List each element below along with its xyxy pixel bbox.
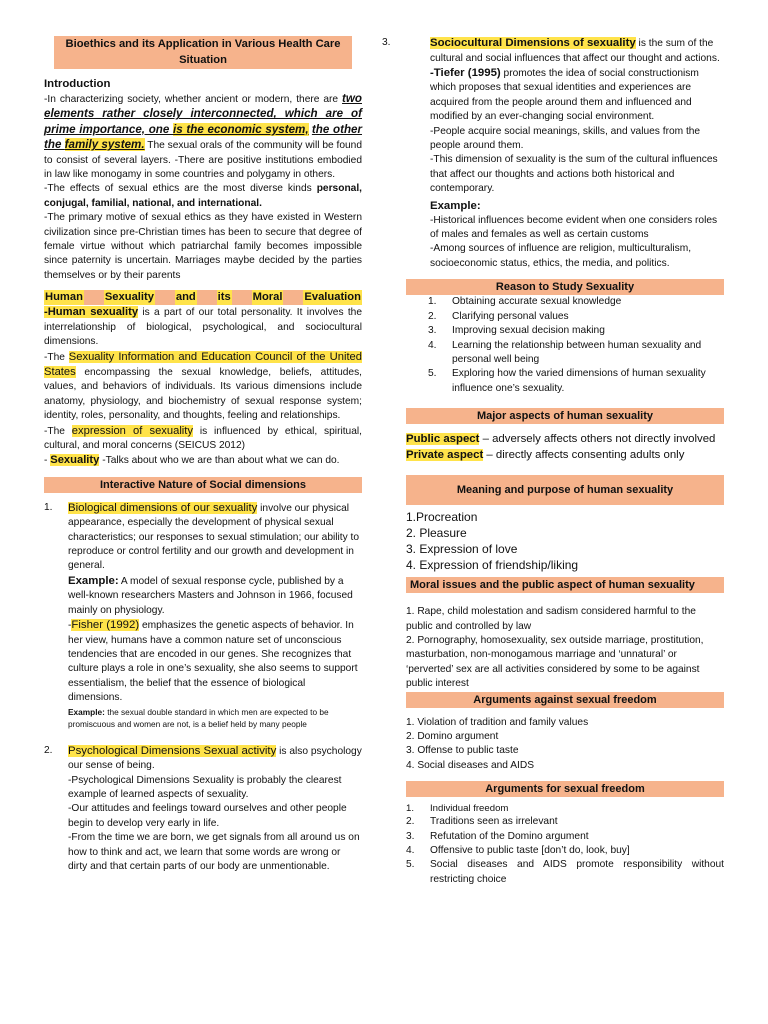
reasons-list xyxy=(428,295,724,396)
moral-issue-1: 1. Rape, child molestation and sadism considered harmful to the public and controlled by law xyxy=(406,606,696,632)
list-number: 4. xyxy=(406,845,415,856)
list-item xyxy=(406,815,724,829)
hs-p3-prefix: -The xyxy=(44,425,72,437)
list-number: 1. xyxy=(44,501,53,513)
psychological-dimensions-highlight: Psychological Dimensions Sexual activity xyxy=(68,744,277,757)
list-number: 5. xyxy=(428,368,437,380)
list-item: 1. Violation of tradition and family values xyxy=(406,716,589,728)
intro-p2-text: -The effects of sexual ethics are the most diverse kinds xyxy=(44,183,317,195)
against-list xyxy=(406,716,724,774)
title-line-2: Situation xyxy=(179,53,227,66)
list-item xyxy=(406,858,724,887)
public-aspect-text: – adversely affects others not directly involved xyxy=(479,433,716,446)
list-number: 2. xyxy=(406,816,415,828)
hs-heading-word: its xyxy=(217,291,231,304)
list-item xyxy=(428,367,724,396)
intro-paragraph-2 xyxy=(44,182,362,211)
public-aspect-line xyxy=(406,432,724,448)
tiefer-text: promotes the idea of social constructionism which proposes that sexual identities and experiences are acquired from the people around them and influenced and modified by an ever-changing social environment. xyxy=(430,67,699,123)
reason-text: Learning the relationship between human sexuality and personal well being xyxy=(452,339,702,365)
list-number: 3. xyxy=(406,830,415,842)
list-number: 5. xyxy=(406,859,415,871)
reason-text: Exploring how the varied dimensions of human sexuality influence one’s sexuality. xyxy=(452,368,706,394)
list-number: 2. xyxy=(428,310,437,322)
item3-example-label: Example: xyxy=(430,199,481,212)
hs-highlight-seicus: Sexuality Information and Education Council of the United States xyxy=(44,350,362,378)
list-number: 1. xyxy=(406,803,415,815)
list-item xyxy=(428,295,724,309)
small-example-text: the sexual double standard in which men are expected to be promiscuous and women are not, is a belief held by many people xyxy=(68,706,329,729)
intro-text: -In characterizing society, whether ancient or modern, there are xyxy=(44,94,343,105)
intro-underlined-2: the other the xyxy=(44,122,362,152)
moral-issues-heading: Moral issues and the public aspect of human sexuality xyxy=(406,577,724,593)
reason-text: Obtaining accurate sexual knowledge xyxy=(452,296,622,308)
right-column xyxy=(382,36,724,887)
item2-text: is also psychology our sense of being. xyxy=(68,745,362,772)
meaning-purpose-heading: Meaning and purpose of human sexuality xyxy=(406,475,724,505)
list-item: 2. Pleasure xyxy=(406,526,467,541)
list-item: 3. Offense to public taste xyxy=(406,745,519,757)
intro-paragraph-3: -The primary motive of sexual ethics as they have existed in Western civilization since pre-Christian times has been to secure that degree of female virtue without which patriarchal family becomes impossible since paternity is uncertain. Marriages maybe decided by the parties themselves or by their parents xyxy=(44,212,362,281)
list-item: 2. Domino argument xyxy=(406,730,499,742)
list-item: 1.Procreation xyxy=(406,510,478,525)
item3-example-1: -Historical influences become evident when one considers roles of males and females as well as certain customs xyxy=(430,214,718,241)
hs-heading-word: Evaluation xyxy=(304,291,361,304)
hs-paragraph-1 xyxy=(44,305,362,349)
hs-highlight-expression: expression of sexuality xyxy=(71,424,193,437)
reason-heading: Reason to Study Sexuality xyxy=(406,279,724,295)
private-aspect-line xyxy=(406,448,724,464)
item1-fisher xyxy=(68,618,362,706)
list-item xyxy=(406,844,724,858)
hs-highlight-sexuality: Sexuality xyxy=(50,454,100,467)
interactive-nature-heading: Interactive Nature of Social dimensions xyxy=(44,477,362,493)
hs-heading-word: Sexuality xyxy=(104,291,154,304)
list-item: 3. Expression of love xyxy=(406,542,518,557)
hs-heading-word: and xyxy=(175,291,196,304)
fisher-highlight: Fisher (1992) xyxy=(71,619,140,632)
list-item xyxy=(406,830,724,844)
title-line-1: Bioethics and its Application in Various Health Care xyxy=(65,38,341,50)
item3-example-2: -Among sources of influence are religion, multiculturalism, socioeconomic status, ethics, the media, and politics. xyxy=(430,243,692,269)
hs-p2-text: encompassing the sexual knowledge, beliefs, attitudes, values, and behaviors of individuals. Its various dimensions include anatomy, physiology, and biochemistry of sexual response system; identity, roles, personality, and thoughts, feeling and relationships. xyxy=(44,366,362,422)
item2-paragraph-3: -Our attitudes and feelings toward ourselves and other people begin to develop very early in life. xyxy=(68,803,347,829)
public-aspect-label: Public aspect xyxy=(406,433,480,446)
sociocultural-dimensions-highlight: Sociocultural Dimensions of sexuality xyxy=(430,37,636,49)
fisher-prefix: - xyxy=(68,620,72,632)
list-item xyxy=(406,803,724,815)
private-aspect-text: – directly affects consenting adults only xyxy=(483,448,685,461)
hs-paragraph-4 xyxy=(44,453,362,468)
list-number: 4. xyxy=(428,339,437,351)
small-example-label: Example: xyxy=(68,706,105,717)
introduction-heading: Introduction xyxy=(44,78,111,90)
intro-highlight-economic: is the economic system, xyxy=(173,122,309,136)
intro-p2-bold: personal, conjugal, familial, national, and international. xyxy=(44,183,362,209)
list-item: 4. Expression of friendship/liking xyxy=(406,558,579,573)
hs-p2-prefix: -The xyxy=(44,351,69,363)
arguments-against-heading: Arguments against sexual freedom xyxy=(406,692,724,708)
hs-heading-word: Human xyxy=(45,291,83,304)
hs-p3-text: is influenced by ethical, spiritual, cultural, and moral concerns (SEICUS 2012) xyxy=(44,425,362,451)
item3-text: is the sum of the cultural and social influences that affect our thought and actions. xyxy=(430,38,720,64)
major-aspects-heading: Major aspects of human sexuality xyxy=(406,408,724,424)
for-text: Traditions seen as irrelevant xyxy=(430,816,558,828)
hs-p4-text: -Talks about who we are than about what we can do. xyxy=(99,455,340,467)
list-number: 2. xyxy=(44,744,53,756)
list-item xyxy=(428,339,724,368)
for-text: Social diseases and AIDS promote responsibility without restricting choice xyxy=(430,859,724,885)
left-column xyxy=(44,36,362,874)
list-item xyxy=(382,36,724,271)
for-text: Offensive to public taste [don’t do, look, buy] xyxy=(430,845,630,856)
list-item xyxy=(428,310,724,324)
tiefer-paragraph xyxy=(430,66,724,125)
tiefer-label: -Tiefer (1995) xyxy=(430,66,501,79)
intro-highlight-family: family system. xyxy=(64,138,145,152)
list-item xyxy=(428,324,724,338)
reason-text: Clarifying personal values xyxy=(452,310,569,322)
hs-highlight-human-sexuality: -Human sexuality xyxy=(44,306,139,319)
item1-text: involve our physical appearance, especially the development of physical sexual characteristics; our responses to sexual stimulation; our ability to reproduce or control fertility and our growth and development in general. xyxy=(68,502,360,572)
biological-dimensions-highlight: Biological dimensions of our sexuality xyxy=(68,501,258,514)
private-aspect-label: Private aspect xyxy=(406,448,484,461)
fisher-text: emphasizes the genetic aspects of behavior. In her view, humans have a common nature set of unconscious tendencies that are encoded in our genes. She recognizes that culture plays a role in one’s sexuality, she also seems to support essentialism, the belief that the essence of biological dimensions. xyxy=(68,620,358,704)
for-text: Refutation of the Domino argument xyxy=(430,830,589,842)
item3-paragraph-4: -This dimension of sexuality is the sum of the cultural influences that affect our thoughts and actions both historical and contemporary. xyxy=(430,154,718,195)
for-list xyxy=(406,803,724,887)
list-number: 3. xyxy=(428,325,437,337)
human-sexuality-heading xyxy=(44,290,362,305)
dimensions-list-continued xyxy=(382,36,724,271)
list-item: 4. Social diseases and AIDS xyxy=(406,759,534,771)
list-number: 1. xyxy=(428,296,437,308)
item2-paragraph-2: -Psychological Dimensions Sexuality is probably the clearest example of learned aspects of sexuality. xyxy=(68,774,342,800)
list-item xyxy=(44,744,362,875)
list-number: 3. xyxy=(382,37,391,48)
meaning-list xyxy=(406,509,724,573)
item1-example-text: A model of sexual response cycle, published by a well-known researchers Masters and Johnson in 1966, focused mainly on physiology. xyxy=(68,575,353,616)
item1-small-example xyxy=(68,706,362,730)
hs-paragraph-3 xyxy=(44,424,362,454)
intro-paragraph-1 xyxy=(44,92,362,182)
reason-text: Improving sexual decision making xyxy=(452,325,605,337)
item3-paragraph-3: -People acquire social meanings, skills, and values from the people around them. xyxy=(430,125,701,152)
document-title xyxy=(54,36,352,69)
item2-paragraph-4: -From the time we are born, we get signals from all around us on how to think and act, we learn that some words are wrong or dirty and that certain parts of our body are unmentionable. xyxy=(68,832,360,872)
hs-paragraph-2 xyxy=(44,350,362,424)
for-text: Individual freedom xyxy=(430,803,509,815)
hs-heading-word: Moral xyxy=(252,291,283,304)
intro-underlined-1: two elements rather closely interconnected, which are of prime importance, one xyxy=(44,92,362,136)
hs-p4-prefix: - xyxy=(44,455,51,467)
hs-p1-text: is a part of our total personality. It involves the interrelationship of biological, psychological, and sociocultural dimensions. xyxy=(44,307,362,348)
dimensions-list xyxy=(44,501,362,875)
list-item xyxy=(44,501,362,730)
item1-example xyxy=(68,574,362,618)
arguments-for-heading: Arguments for sexual freedom xyxy=(406,781,724,797)
intro-text-2: The sexual orals of the community will be found to consist of several layers. -There are positive institutions embodied in law like monogamy in some countries and polygamy in others. xyxy=(44,140,362,181)
example-label: Example: xyxy=(68,574,119,587)
moral-issue-2: 2. Pornography, homosexuality, sex outside marriage, prostitution, masturbation, non-monogamous marriage and ‘unnatural’ or ‘perverted’ sex are all activities considered by some to be against public interest xyxy=(406,634,704,690)
